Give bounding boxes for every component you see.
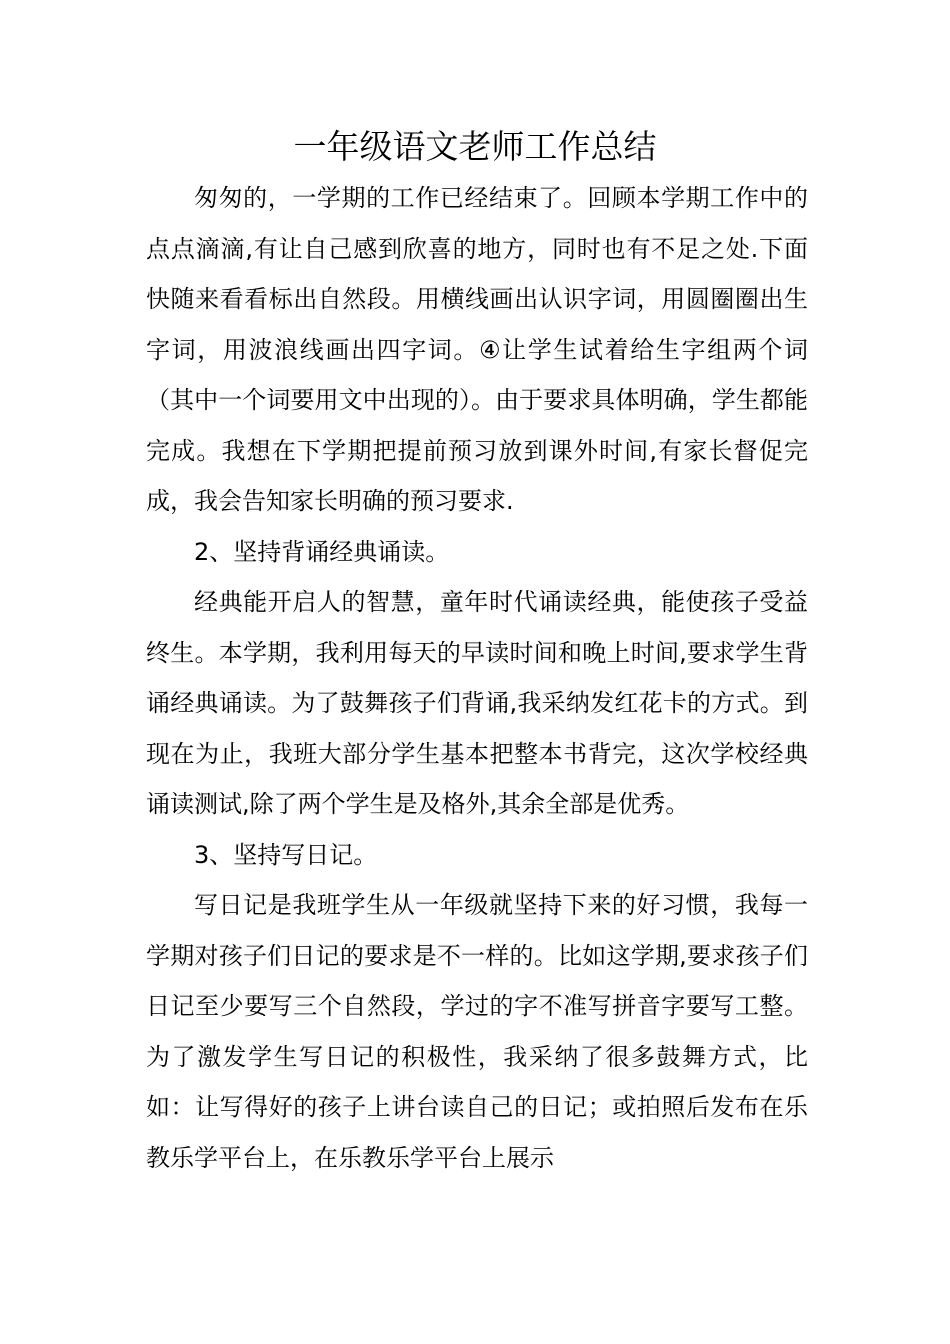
paragraph-classics: 经典能开启人的智慧，童年时代诵读经典，能使孩子受益终生。本学期，我利用每天的早读时间和晚上时间,要求学生背诵经典诵读。为了鼓舞孩子们背诵,我采纳发红花卡的方式。到现在为止，我班大部分学生基本把整本书背完，这次学校经典诵读测试,除了两个学生是及格外,其余全部是优秀。 [146,588,808,818]
paragraph-diary: 写日记是我班学生从一年级就坚持下来的好习惯，我每一学期对孩子们日记的要求是不一样的。比如这学期,要求孩子们日记至少要写三个自然段，学过的字不准写拼音字要写工整。为了激发学生写日记的积极性，我采纳了很多鼓舞方式，比如：让写得好的孩子上讲台读自己的日记；或拍照后发布在乐教乐学平台上，在乐教乐学平台上展示 [146,891,808,1172]
document-title: 一年级语文老师工作总结 [293,127,657,166]
section-heading-classics: 2、坚持背诵经典诵读。 [194,537,450,566]
document-body [146,173,808,1183]
paragraph-intro: 匆匆的，一学期的工作已经结束了。回顾本学期工作中的点点滴滴,有让自己感到欣喜的地方，同时也有不足之处.下面快随来看看标出自然段。用横线画出认识字词，用圆圈圈出生字词，用波浪线画出四字词。④让学生试着给生字组两个词（其中一个词要用文中出现的）。由于要求具体明确，学生都能完成。我想在下学期把提前预习放到课外时间,有家长督促完成，我会告知家长明确的预习要求. [146,184,808,515]
section-heading-diary: 3、坚持写日记。 [194,840,378,869]
